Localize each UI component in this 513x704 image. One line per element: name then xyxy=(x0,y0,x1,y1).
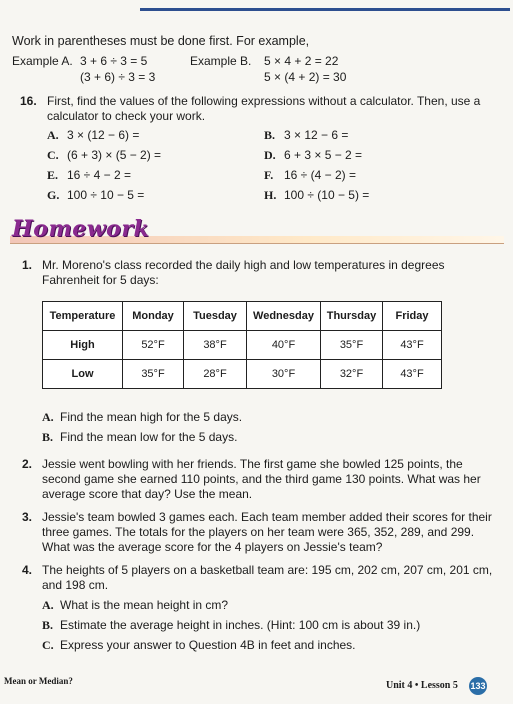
sub-text: Find the mean high for the 5 days. xyxy=(60,410,243,424)
question-3-text: Jessie's team bowled 3 games each. Each team member added their scores for their three games. The totals for the players on her team were 365, 352, 289, and 299. What was the average score for the 4 players on Jessie's team? xyxy=(42,510,492,554)
table-row-label: High xyxy=(43,331,123,360)
homework-banner xyxy=(10,216,504,248)
item-letter: C. xyxy=(47,148,59,162)
example-a-line2: (3 + 6) ÷ 3 = 3 xyxy=(80,70,156,84)
q1-sub-b xyxy=(42,430,237,445)
table-cell: 38°F xyxy=(184,331,247,360)
question-16-text: First, find the values of the following expressions without a calculator. Then, use a calculator to check your work. xyxy=(47,94,481,123)
table-header: Wednesday xyxy=(247,302,321,331)
item-letter: A. xyxy=(47,128,59,142)
item-letter: H. xyxy=(264,188,277,202)
item-letter: B. xyxy=(264,128,276,142)
item-expression: 100 ÷ (10 − 5) = xyxy=(284,188,370,202)
example-b-label: Example B. xyxy=(190,54,252,68)
table-cell: 40°F xyxy=(247,331,321,360)
q4-sub-a xyxy=(42,598,228,613)
top-rule xyxy=(140,8,510,11)
sub-letter: B. xyxy=(42,618,54,632)
question-2-text: Jessie went bowling with her friends. The first game she bowled 125 points, the second game she earned 110 points, and the third game 130 points. What was her average score that day? Use the mean. xyxy=(42,457,481,501)
table-cell: 35°F xyxy=(321,331,383,360)
question-1-text: Mr. Moreno's class recorded the daily high and low temperatures in degrees Fahrenheit for 5 days: xyxy=(42,258,445,287)
question-3-number: 3. xyxy=(22,510,33,524)
q4-sub-c xyxy=(42,638,356,653)
table-header: Friday xyxy=(383,302,442,331)
sub-letter: A. xyxy=(42,410,54,424)
q16-item-b xyxy=(264,128,348,143)
sub-text: Find the mean low for the 5 days. xyxy=(60,430,238,444)
q4-sub-b xyxy=(42,618,420,633)
q16-item-a xyxy=(47,128,139,143)
item-expression: 16 ÷ 4 − 2 = xyxy=(67,168,131,182)
sub-text: Estimate the average height in inches. (Hint: 100 cm is about 39 in.) xyxy=(60,618,421,632)
table-row-label: Low xyxy=(43,360,123,389)
example-a-label: Example A. xyxy=(12,54,73,68)
table-header: Temperature xyxy=(43,302,123,331)
table-cell: 28°F xyxy=(184,360,247,389)
footer-section-title: Mean or Median? xyxy=(4,676,73,686)
example-a-line1: 3 + 6 ÷ 3 = 5 xyxy=(80,54,148,68)
page-number-badge: 133 xyxy=(469,677,487,695)
table-header: Tuesday xyxy=(184,302,247,331)
sub-letter: B. xyxy=(42,430,54,444)
item-expression: 6 + 3 × 5 − 2 = xyxy=(284,148,363,162)
table-cell: 32°F xyxy=(321,360,383,389)
question-4-number: 4. xyxy=(22,563,33,577)
q16-item-g xyxy=(47,188,144,203)
question-4-text: The heights of 5 players on a basketball team are: 195 cm, 202 cm, 207 cm, 201 cm, and 198 cm. xyxy=(42,563,493,592)
item-letter: F. xyxy=(264,168,274,182)
sub-letter: A. xyxy=(42,598,54,612)
q16-item-d xyxy=(264,148,362,163)
temperature-table xyxy=(42,301,442,389)
item-expression: 3 × 12 − 6 = xyxy=(284,128,349,142)
q16-item-f xyxy=(264,168,356,183)
table-cell: 52°F xyxy=(123,331,184,360)
item-expression: 100 ÷ 10 − 5 = xyxy=(67,188,145,202)
item-letter: D. xyxy=(264,148,276,162)
footer-unit-lesson: Unit 4 • Lesson 5 xyxy=(386,680,458,691)
item-expression: (6 + 3) × (5 − 2) = xyxy=(67,148,162,162)
table-row xyxy=(43,331,442,360)
intro-text: Work in parentheses must be done first. For example, xyxy=(12,34,310,48)
question-1-number: 1. xyxy=(22,258,33,272)
item-letter: G. xyxy=(47,188,60,202)
question-2-number: 2. xyxy=(22,457,33,471)
sub-letter: C. xyxy=(42,638,54,652)
table-header: Thursday xyxy=(321,302,383,331)
item-letter: E. xyxy=(47,168,59,182)
sub-text: What is the mean height in cm? xyxy=(60,598,229,612)
homework-title: Homework xyxy=(12,216,150,242)
table-cell: 35°F xyxy=(123,360,184,389)
q1-sub-a xyxy=(42,410,242,425)
table-header-row xyxy=(43,302,442,331)
sub-text: Express your answer to Question 4B in feet and inches. xyxy=(60,638,356,652)
q16-item-h xyxy=(264,188,369,203)
q16-item-e xyxy=(47,168,131,183)
q16-item-c xyxy=(47,148,161,163)
table-cell: 43°F xyxy=(383,331,442,360)
table-row xyxy=(43,360,442,389)
table-cell: 30°F xyxy=(247,360,321,389)
question-16-number: 16. xyxy=(20,94,37,108)
example-b-line2: 5 × (4 + 2) = 30 xyxy=(264,70,347,84)
table-cell: 43°F xyxy=(383,360,442,389)
item-expression: 16 ÷ (4 − 2) = xyxy=(284,168,356,182)
table-header: Monday xyxy=(123,302,184,331)
item-expression: 3 × (12 − 6) = xyxy=(67,128,140,142)
example-b-line1: 5 × 4 + 2 = 22 xyxy=(264,54,339,68)
